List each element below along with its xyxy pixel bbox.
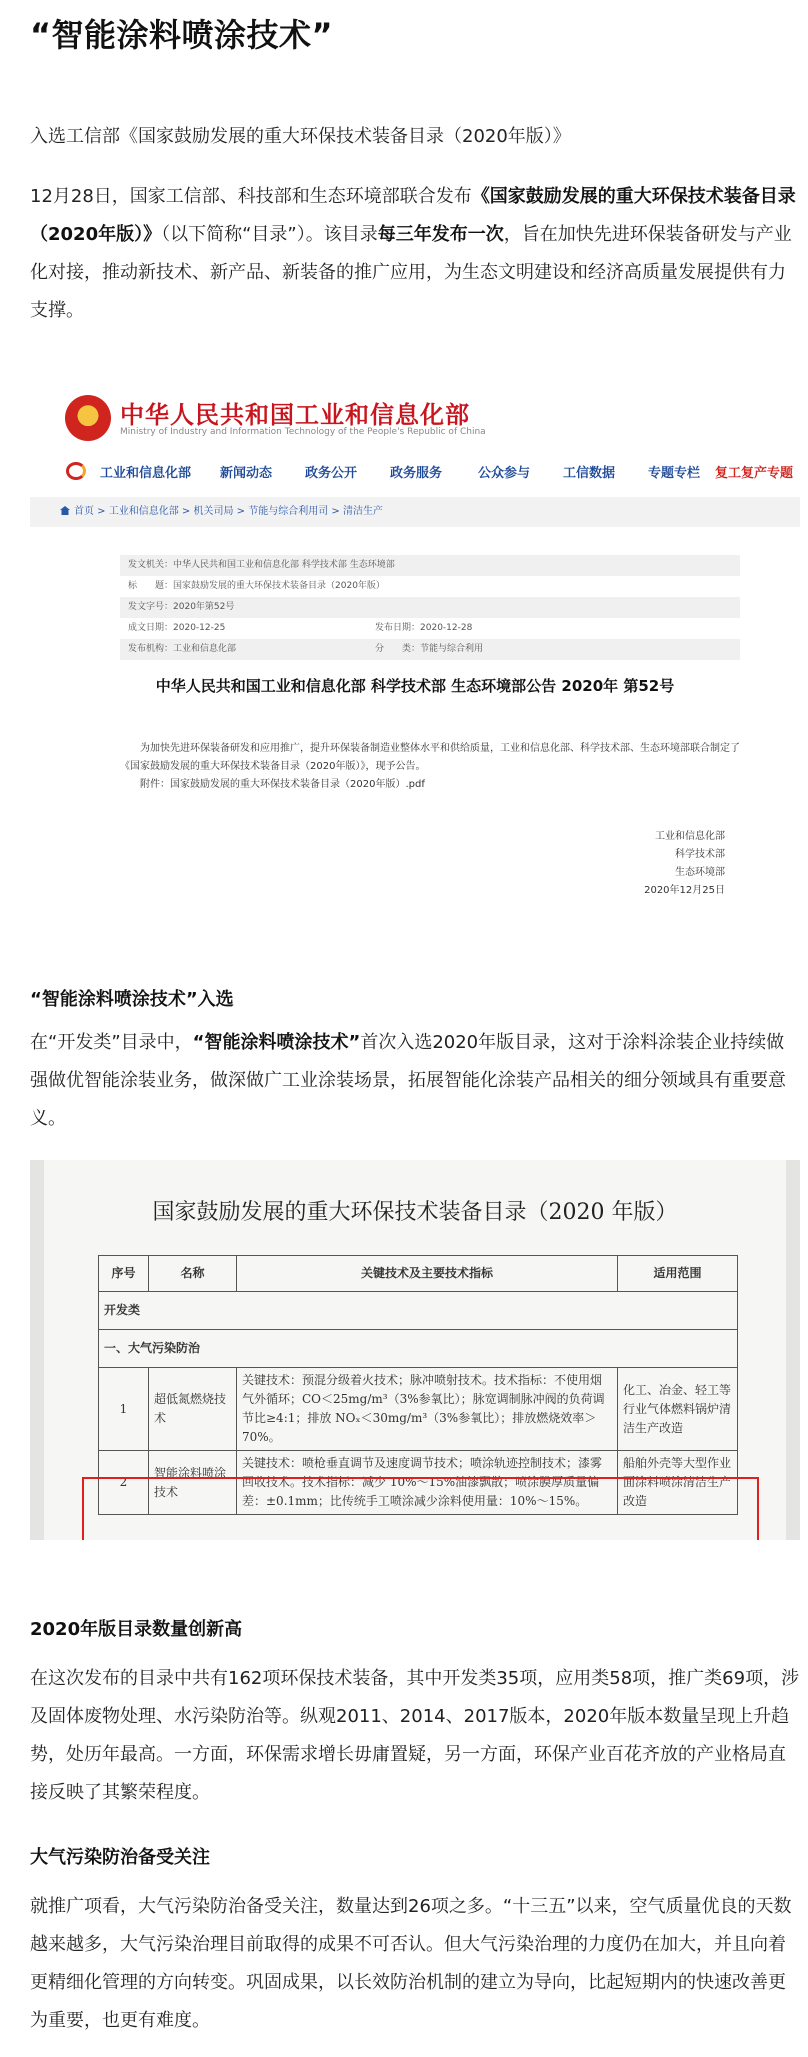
info-row xyxy=(120,597,740,618)
subsection-cell: 一、大气污染防治 xyxy=(99,1330,738,1368)
catalog-name-bold: 《国家鼓励发展的重大环保技术装备目录（2020年版）》 xyxy=(30,186,796,245)
article-title: “智能涂料喷涂技术” xyxy=(30,16,334,54)
ministry-screenshot xyxy=(30,385,800,905)
info-value: 国家鼓励发展的重大环保技术装备目录（2020年版） xyxy=(173,581,385,591)
sign-date: 2020年12月25日 xyxy=(644,885,725,896)
info-row xyxy=(120,555,740,576)
para1-text: 12月28日，国家工信部、科技部和生态环境部联合发布 xyxy=(30,186,472,207)
info-label: 发布机构： xyxy=(128,644,174,654)
cell-name: 超低氮燃烧技术 xyxy=(149,1368,237,1451)
notice-title: 中华人民共和国工业和信息化部 科学技术部 生态环境部公告 2020年 第52号 xyxy=(155,677,675,695)
col-header: 名称 xyxy=(149,1256,237,1292)
info-value: 2020-12-25 xyxy=(173,623,226,633)
nav-item-news[interactable]: 新闻动态 xyxy=(220,466,273,481)
section-cell: 开发类 xyxy=(99,1292,738,1330)
info-value: 节能与综合利用 xyxy=(420,644,484,654)
info-row xyxy=(120,576,740,597)
document-info xyxy=(120,555,740,660)
notice-text: 为加快先进环保装备研发和应用推广，提升环保装备制造业整体水平和供给质量，工业和信息化部、科学技术部、生态环境部联合制定了《国家鼓励发展的重大环保技术装备目录（2020年版）》，现予公告。 xyxy=(120,743,740,772)
info-label: 成文日期： xyxy=(128,623,174,633)
paragraph-air: 就推广项看，大气污染防治备受关注，数量达到26项之多。“十三五”以来，空气质量优良的天数越来越多，大气污染治理目前取得的成果不可否认。但大气污染治理的力度仍在加大，并且向着更精细化管理的方向转变。巩固成果，以长效防治机制的建立为导向，比起短期内的快速改善更为重要，也更有难度。 xyxy=(30,1896,792,2031)
info-label: 分 类： xyxy=(375,644,421,654)
signature-block xyxy=(585,828,725,900)
breadcrumb-text[interactable]: 首页 > 工业和信息化部 > 机关司局 > 节能与综合利用司 > 清洁生产 xyxy=(74,506,383,517)
cell-name: 智能涂料喷涂技术 xyxy=(149,1451,237,1515)
table-section-row xyxy=(99,1292,738,1330)
info-value: 2020年第52号 xyxy=(173,602,235,612)
ministry-name-en: Ministry of Industry and Information Technology of the People's Republic of China xyxy=(120,427,486,437)
sign-line: 科学技术部 xyxy=(675,849,725,860)
info-value: 2020-12-28 xyxy=(420,623,473,633)
info-value: 工业和信息化部 xyxy=(173,644,237,654)
paragraph-record: 在这次发布的目录中共有162项环保技术装备，其中开发类35项，应用类58项，推广类69项，涉及固体废物处理、水污染防治等。纵观2011、2014、2017版本，2020年版本数量呈现上升趋势，处历年最高。一方面，环保需求增长毋庸置疑，另一方面，环保产业百花齐放的产业格局直接反映了其繁荣程度。 xyxy=(30,1668,800,1803)
info-row xyxy=(120,618,740,639)
col-header: 序号 xyxy=(99,1256,149,1292)
info-label: 标 题： xyxy=(128,581,174,591)
nav-item-data[interactable]: 工信数据 xyxy=(563,466,616,481)
info-row xyxy=(120,639,740,660)
table-row xyxy=(99,1368,738,1451)
paragraph-selected xyxy=(30,1024,800,1138)
ministry-name: 中华人民共和国工业和信息化部 xyxy=(120,401,470,429)
info-label: 发文机关： xyxy=(128,560,174,570)
section-heading-record: 2020年版目录数量创新高 xyxy=(30,1619,243,1640)
para2-text: 在“开发类”目录中， xyxy=(30,1032,193,1053)
table-section-row xyxy=(99,1330,738,1368)
table-header-row xyxy=(99,1256,738,1292)
nav-item-resumption[interactable]: 复工复产专题 xyxy=(715,466,794,481)
cell-scope: 化工、冶金、轻工等行业气体燃料锅炉清洁生产改造 xyxy=(618,1368,738,1451)
nav-item-topics[interactable]: 专题专栏 xyxy=(648,466,701,481)
cell-num: 2 xyxy=(99,1451,149,1515)
frequency-bold: 每三年发布一次 xyxy=(377,224,504,245)
nav-item-participation[interactable]: 公众参与 xyxy=(478,466,531,481)
section-heading-air: 大气污染防治备受关注 xyxy=(30,1847,210,1868)
nav-item-service[interactable]: 政务服务 xyxy=(390,466,443,481)
highlight-box xyxy=(82,1477,759,1540)
sign-line: 工业和信息化部 xyxy=(655,831,725,842)
cell-scope: 船舶外壳等大型作业面涂料喷涂清洁生产改造 xyxy=(618,1451,738,1515)
national-emblem-icon xyxy=(65,395,111,441)
col-header: 关键技术及主要技术指标 xyxy=(237,1256,618,1292)
sign-line: 生态环境部 xyxy=(675,867,725,878)
catalog-table xyxy=(98,1255,738,1515)
para1-text-mid: （以下简称“目录”）。该目录 xyxy=(161,224,378,245)
site-logo-icon xyxy=(66,462,86,480)
breadcrumb xyxy=(30,497,800,527)
para1-text-post: ，旨在加快先进环保装备研发与产业化对接，推动新技术、新产品、新装备的推广应用，为生态文明建设和经济高质量发展提供有力支撑。 xyxy=(30,224,792,321)
home-icon[interactable] xyxy=(60,506,70,515)
paragraph-release xyxy=(30,178,800,330)
intro-line: 入选工信部《国家鼓励发展的重大环保技术装备目录（2020年版）》 xyxy=(30,126,571,147)
para2-text-post: 首次入选2020年版目录，这对于涂料涂装企业持续做强做优智能涂装业务，做深做广工业涂装场景，拓展智能化涂装产品相关的细分领域具有重要意义。 xyxy=(30,1032,786,1129)
catalog-table-image xyxy=(30,1160,800,1540)
info-label: 发文字号： xyxy=(128,602,174,612)
nav-item-miit[interactable]: 工业和信息化部 xyxy=(100,466,192,481)
info-value: 中华人民共和国工业和信息化部 科学技术部 生态环境部 xyxy=(173,560,395,570)
tech-name-bold: “智能涂料喷涂技术” xyxy=(192,1032,361,1053)
col-header: 适用范围 xyxy=(618,1256,738,1292)
section-heading-selected: “智能涂料喷涂技术”入选 xyxy=(30,989,234,1010)
attachment-link[interactable]: 附件：国家鼓励发展的重大环保技术装备目录（2020年版）.pdf xyxy=(140,779,425,790)
catalog-title: 国家鼓励发展的重大环保技术装备目录（2020 年版） xyxy=(152,1200,678,1225)
cell-num: 1 xyxy=(99,1368,149,1451)
info-label: 发布日期： xyxy=(375,623,421,633)
ministry-nav xyxy=(60,460,800,486)
cell-tech: 关键技术：预混分级着火技术；脉冲喷射技术。技术指标：不使用烟气外循环；CO＜25mg/m³（3%参氧比）；脉宽调制脉冲阀的负荷调节比≥4:1；排放 NOₓ＜30mg/m³（3%参氧比）；排放燃烧效率＞70%。 xyxy=(237,1368,618,1451)
cell-tech: 关键技术：喷枪垂直调节及速度调节技术；喷涂轨迹控制技术；漆雾回收技术。技术指标：减少 10%～15%油漆飘散；喷涂膜厚质量偏差：±0.1mm；比传统手工喷涂减少涂料使用量：10%～15%。 xyxy=(237,1451,618,1515)
notice-body xyxy=(120,740,740,794)
nav-item-public[interactable]: 政务公开 xyxy=(305,466,358,481)
